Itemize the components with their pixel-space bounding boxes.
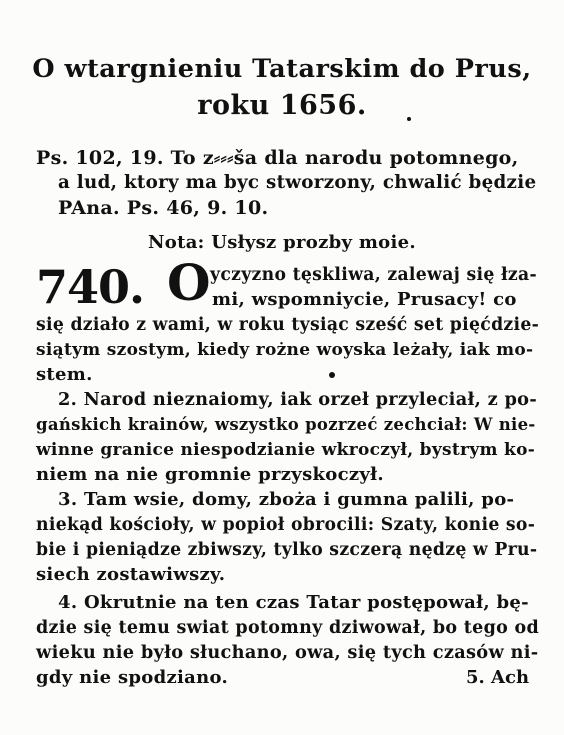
verse2-line-1: 2. Narod nieznaiomy, iak orzeł przyleciał, z po- xyxy=(58,389,537,410)
verse4-line-3: wieku nie było słuchano, owa, się tych czasów ni- xyxy=(36,642,539,663)
section-heading-line-2: roku 1656. xyxy=(197,90,367,121)
hymn-number: 740. xyxy=(36,260,145,314)
melody-note: Nota: Usłysz prozby moie. xyxy=(148,232,416,253)
verse2-line-4: niem na nie gromnie przyskoczył. xyxy=(36,464,384,485)
verse3-line-4: siech zostawiwszy. xyxy=(36,564,226,585)
epigraph-line-3: PAna. Ps. 46, 9. 10. xyxy=(58,197,269,219)
epigraph-line-1: Ps. 102, 19. To z⸗⸗⸗ša dla narodu potomnego, xyxy=(36,147,519,169)
verse1-line-3: się działo z wami, w roku tysiąc sześć set pięćdzie- xyxy=(36,315,540,335)
verse2-line-3: winne granice niespodzianie wkroczył, bystrym ko- xyxy=(36,440,536,460)
verse1-line-4: siątym szostym, kiedy rożne woyska leżały, iak mo- xyxy=(36,340,534,360)
verse1-line-5: stem. xyxy=(36,364,93,385)
verse1-line-2: mi, wspomniycie, Prusacy! co xyxy=(212,289,517,310)
verse3-line-3: bie i pieniądze zbiwszy, tylko szczerą nędzę w Pru- xyxy=(36,540,538,560)
section-heading-line-1: O wtargnieniu Tatarskim do Prus, xyxy=(32,54,532,84)
ink-speck xyxy=(329,372,335,378)
catchword: 5. Ach xyxy=(466,667,530,688)
verse4-line-2: dzie się temu swiat potomny dziwował, bo tego od xyxy=(36,618,539,638)
verse4-line-4: gdy nie spodziano. xyxy=(36,667,229,688)
verse2-line-2: gańskich krainów, wszystko pozrzeć zechciał: W nie- xyxy=(36,415,536,434)
epigraph-line-2: a lud, ktory ma byc stworzony, chwalić będzie xyxy=(58,172,537,193)
verse3-line-1: 3. Tam wsie, domy, zboża i gumna palili, po- xyxy=(58,489,515,510)
verse4-line-1: 4. Okrutnie na ten czas Tatar postępował, bę- xyxy=(58,592,529,613)
drop-cap: O xyxy=(167,253,211,312)
verse1-line-1: yczyzno tęskliwa, zalewaj się łza- xyxy=(210,265,537,285)
verse3-line-2: niekąd kościoły, w popioł obrocili: Szaty, konie so- xyxy=(36,515,536,535)
